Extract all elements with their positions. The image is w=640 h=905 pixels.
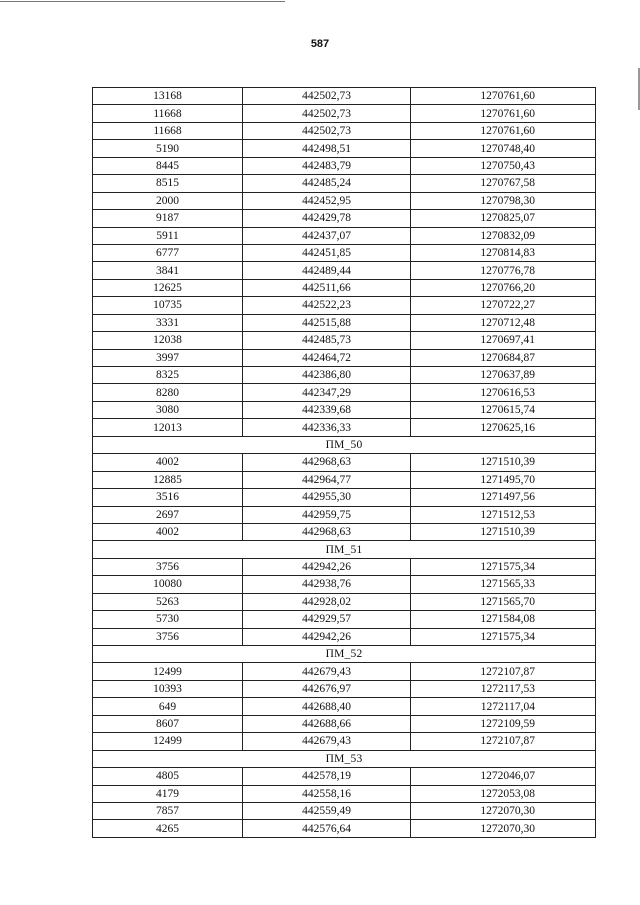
x-coordinate-cell: 442515,88 xyxy=(243,314,411,331)
table-row xyxy=(93,384,596,401)
section-label: ПМ_52 xyxy=(93,646,596,663)
x-coordinate-cell: 442558,16 xyxy=(243,785,411,802)
point-id-cell: 8325 xyxy=(93,367,243,384)
table-row xyxy=(93,210,596,227)
table-row xyxy=(93,349,596,366)
point-id-cell: 8607 xyxy=(93,715,243,732)
table-row xyxy=(93,88,596,105)
y-coordinate-cell: 1270750,43 xyxy=(411,157,596,174)
y-coordinate-cell: 1270684,87 xyxy=(411,349,596,366)
x-coordinate-cell: 442688,40 xyxy=(243,698,411,715)
table-row xyxy=(93,733,596,750)
table-row xyxy=(93,698,596,715)
x-coordinate-cell: 442955,30 xyxy=(243,489,411,506)
point-id-cell: 10735 xyxy=(93,297,243,314)
table-row xyxy=(93,279,596,296)
point-id-cell: 12499 xyxy=(93,663,243,680)
y-coordinate-cell: 1270832,09 xyxy=(411,227,596,244)
table-row xyxy=(93,454,596,471)
table-row xyxy=(93,802,596,819)
table-row xyxy=(93,367,596,384)
point-id-cell: 2000 xyxy=(93,192,243,209)
y-coordinate-cell: 1270748,40 xyxy=(411,140,596,157)
x-coordinate-cell: 442452,95 xyxy=(243,192,411,209)
y-coordinate-cell: 1270625,16 xyxy=(411,419,596,436)
y-coordinate-cell: 1272109,59 xyxy=(411,715,596,732)
x-coordinate-cell: 442339,68 xyxy=(243,401,411,418)
coordinates-table xyxy=(92,87,596,838)
table-row xyxy=(93,140,596,157)
section-label: ПМ_51 xyxy=(93,541,596,558)
x-coordinate-cell: 442502,73 xyxy=(243,88,411,105)
point-id-cell: 12625 xyxy=(93,279,243,296)
y-coordinate-cell: 1271584,08 xyxy=(411,611,596,628)
y-coordinate-cell: 1270776,78 xyxy=(411,262,596,279)
y-coordinate-cell: 1272107,87 xyxy=(411,663,596,680)
table-row xyxy=(93,175,596,192)
point-id-cell: 6777 xyxy=(93,244,243,261)
y-coordinate-cell: 1270637,89 xyxy=(411,367,596,384)
point-id-cell: 9187 xyxy=(93,210,243,227)
table-row xyxy=(93,419,596,436)
point-id-cell: 3997 xyxy=(93,349,243,366)
table-row xyxy=(93,105,596,122)
x-coordinate-cell: 442959,75 xyxy=(243,506,411,523)
table-row xyxy=(93,332,596,349)
table-row xyxy=(93,471,596,488)
x-coordinate-cell: 442485,24 xyxy=(243,175,411,192)
x-coordinate-cell: 442336,33 xyxy=(243,419,411,436)
x-coordinate-cell: 442968,63 xyxy=(243,454,411,471)
y-coordinate-cell: 1272117,04 xyxy=(411,698,596,715)
table-row xyxy=(93,558,596,575)
y-coordinate-cell: 1270761,60 xyxy=(411,105,596,122)
point-id-cell: 8445 xyxy=(93,157,243,174)
y-coordinate-cell: 1270766,20 xyxy=(411,279,596,296)
point-id-cell: 12499 xyxy=(93,733,243,750)
point-id-cell: 4002 xyxy=(93,454,243,471)
y-coordinate-cell: 1270814,83 xyxy=(411,244,596,261)
table-row xyxy=(93,680,596,697)
point-id-cell: 4002 xyxy=(93,523,243,540)
point-id-cell: 5190 xyxy=(93,140,243,157)
table-row xyxy=(93,576,596,593)
point-id-cell: 5730 xyxy=(93,611,243,628)
point-id-cell: 11668 xyxy=(93,105,243,122)
y-coordinate-cell: 1272070,30 xyxy=(411,820,596,837)
point-id-cell: 2697 xyxy=(93,506,243,523)
x-coordinate-cell: 442679,43 xyxy=(243,733,411,750)
x-coordinate-cell: 442928,02 xyxy=(243,593,411,610)
x-coordinate-cell: 442386,80 xyxy=(243,367,411,384)
y-coordinate-cell: 1272053,08 xyxy=(411,785,596,802)
x-coordinate-cell: 442489,44 xyxy=(243,262,411,279)
y-coordinate-cell: 1271510,39 xyxy=(411,454,596,471)
x-coordinate-cell: 442502,73 xyxy=(243,122,411,139)
y-coordinate-cell: 1270712,48 xyxy=(411,314,596,331)
x-coordinate-cell: 442964,77 xyxy=(243,471,411,488)
x-coordinate-cell: 442676,97 xyxy=(243,680,411,697)
x-coordinate-cell: 442559,49 xyxy=(243,802,411,819)
y-coordinate-cell: 1272107,87 xyxy=(411,733,596,750)
x-coordinate-cell: 442578,19 xyxy=(243,768,411,785)
y-coordinate-cell: 1271575,34 xyxy=(411,628,596,645)
y-coordinate-cell: 1272046,07 xyxy=(411,768,596,785)
y-coordinate-cell: 1271565,33 xyxy=(411,576,596,593)
point-id-cell: 4179 xyxy=(93,785,243,802)
point-id-cell: 5263 xyxy=(93,593,243,610)
y-coordinate-cell: 1270761,60 xyxy=(411,122,596,139)
x-coordinate-cell: 442938,76 xyxy=(243,576,411,593)
y-coordinate-cell: 1270616,53 xyxy=(411,384,596,401)
y-coordinate-cell: 1270798,30 xyxy=(411,192,596,209)
y-coordinate-cell: 1272117,53 xyxy=(411,680,596,697)
y-coordinate-cell: 1272070,30 xyxy=(411,802,596,819)
x-coordinate-cell: 442347,29 xyxy=(243,384,411,401)
point-id-cell: 3331 xyxy=(93,314,243,331)
point-id-cell: 13168 xyxy=(93,88,243,105)
section-label: ПМ_50 xyxy=(93,436,596,453)
x-coordinate-cell: 442464,72 xyxy=(243,349,411,366)
table-row xyxy=(93,663,596,680)
x-coordinate-cell: 442929,57 xyxy=(243,611,411,628)
table-row xyxy=(93,192,596,209)
point-id-cell: 12038 xyxy=(93,332,243,349)
table-row xyxy=(93,506,596,523)
page-number: 587 xyxy=(310,38,330,50)
x-coordinate-cell: 442968,63 xyxy=(243,523,411,540)
x-coordinate-cell: 442511,66 xyxy=(243,279,411,296)
coordinates-table-body xyxy=(93,88,596,838)
point-id-cell: 10393 xyxy=(93,680,243,697)
scan-top-rule xyxy=(0,1,285,2)
table-row xyxy=(93,768,596,785)
table-row xyxy=(93,122,596,139)
x-coordinate-cell: 442576,64 xyxy=(243,820,411,837)
table-row xyxy=(93,820,596,837)
y-coordinate-cell: 1270767,58 xyxy=(411,175,596,192)
x-coordinate-cell: 442429,78 xyxy=(243,210,411,227)
x-coordinate-cell: 442688,66 xyxy=(243,715,411,732)
point-id-cell: 3516 xyxy=(93,489,243,506)
point-id-cell: 3080 xyxy=(93,401,243,418)
section-row xyxy=(93,541,596,558)
section-row xyxy=(93,646,596,663)
x-coordinate-cell: 442498,51 xyxy=(243,140,411,157)
x-coordinate-cell: 442483,79 xyxy=(243,157,411,174)
point-id-cell: 3756 xyxy=(93,628,243,645)
table-row xyxy=(93,227,596,244)
point-id-cell: 8280 xyxy=(93,384,243,401)
y-coordinate-cell: 1270825,07 xyxy=(411,210,596,227)
table-row xyxy=(93,523,596,540)
y-coordinate-cell: 1271497,56 xyxy=(411,489,596,506)
table-row xyxy=(93,401,596,418)
x-coordinate-cell: 442942,26 xyxy=(243,558,411,575)
table-row xyxy=(93,297,596,314)
table-row xyxy=(93,611,596,628)
x-coordinate-cell: 442502,73 xyxy=(243,105,411,122)
y-coordinate-cell: 1270761,60 xyxy=(411,88,596,105)
x-coordinate-cell: 442942,26 xyxy=(243,628,411,645)
table-row xyxy=(93,593,596,610)
y-coordinate-cell: 1271575,34 xyxy=(411,558,596,575)
section-row xyxy=(93,436,596,453)
table-row xyxy=(93,628,596,645)
x-coordinate-cell: 442437,07 xyxy=(243,227,411,244)
y-coordinate-cell: 1271510,39 xyxy=(411,523,596,540)
table-row xyxy=(93,489,596,506)
x-coordinate-cell: 442679,43 xyxy=(243,663,411,680)
point-id-cell: 8515 xyxy=(93,175,243,192)
y-coordinate-cell: 1270615,74 xyxy=(411,401,596,418)
y-coordinate-cell: 1271565,70 xyxy=(411,593,596,610)
table-row xyxy=(93,715,596,732)
table-row xyxy=(93,314,596,331)
y-coordinate-cell: 1271512,53 xyxy=(411,506,596,523)
x-coordinate-cell: 442451,85 xyxy=(243,244,411,261)
y-coordinate-cell: 1271495,70 xyxy=(411,471,596,488)
x-coordinate-cell: 442485,73 xyxy=(243,332,411,349)
table-row xyxy=(93,262,596,279)
table-row xyxy=(93,244,596,261)
point-id-cell: 3756 xyxy=(93,558,243,575)
point-id-cell: 3841 xyxy=(93,262,243,279)
table-row xyxy=(93,785,596,802)
point-id-cell: 7857 xyxy=(93,802,243,819)
point-id-cell: 5911 xyxy=(93,227,243,244)
y-coordinate-cell: 1270722,27 xyxy=(411,297,596,314)
point-id-cell: 649 xyxy=(93,698,243,715)
point-id-cell: 12885 xyxy=(93,471,243,488)
point-id-cell: 10080 xyxy=(93,576,243,593)
point-id-cell: 4265 xyxy=(93,820,243,837)
section-label: ПМ_53 xyxy=(93,750,596,767)
point-id-cell: 4805 xyxy=(93,768,243,785)
point-id-cell: 12013 xyxy=(93,419,243,436)
x-coordinate-cell: 442522,23 xyxy=(243,297,411,314)
table-row xyxy=(93,157,596,174)
y-coordinate-cell: 1270697,41 xyxy=(411,332,596,349)
section-row xyxy=(93,750,596,767)
point-id-cell: 11668 xyxy=(93,122,243,139)
